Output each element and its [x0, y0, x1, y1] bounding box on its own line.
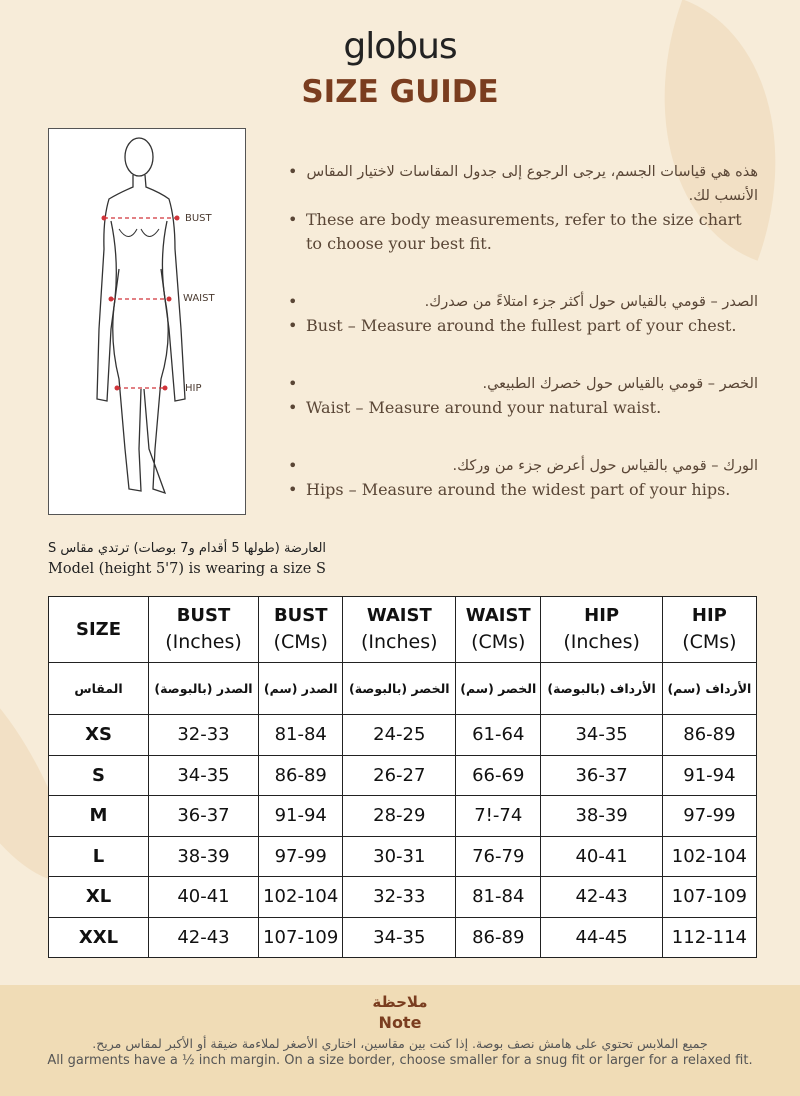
- column-header: [343, 597, 456, 663]
- table-cell: 7!-74: [456, 796, 541, 837]
- table-cell: 24-25: [343, 715, 456, 756]
- table-cell: 61-64: [456, 715, 541, 756]
- table-cell: 81-84: [258, 715, 343, 756]
- table-cell: 81-84: [456, 877, 541, 918]
- bullet-ar: هذه هي قياسات الجسم، يرجى الرجوع إلى جدول المقاسات لاختيار المقاس الأنسب لك.: [306, 164, 758, 204]
- table-cell: 26-27: [343, 755, 456, 796]
- table-cell: 91-94: [662, 755, 756, 796]
- table-cell: 40-41: [149, 877, 259, 918]
- column-header-ar: الصدر (بالبوصة): [149, 663, 259, 715]
- header-unit: (CMs): [682, 631, 737, 653]
- table-cell: 112-114: [662, 917, 756, 958]
- bullet-en: These are body measurements, refer to the size chart to choose your best fit.: [306, 210, 742, 253]
- table-cell: XXL: [49, 917, 149, 958]
- table-cell: 32-33: [343, 877, 456, 918]
- header-unit: (Inches): [361, 631, 438, 653]
- table-cell: L: [49, 836, 149, 877]
- waist-label: WAIST: [183, 293, 215, 304]
- table-cell: 66-69: [456, 755, 541, 796]
- table-cell: 107-109: [662, 877, 756, 918]
- body-measurement-figure: [48, 128, 246, 515]
- note-text-ar: جميع الملابس تحتوي على هامش نصف بوصة. إذا كنت بين مقاسين، اختاري الأصغر لملاءمة ضيقة أو الأكبر لمقاس مريح.: [92, 1036, 708, 1051]
- table-cell: 32-33: [149, 715, 259, 756]
- note-title-en: Note: [378, 1013, 422, 1032]
- bullet-ar: الخصر – قومي بالقياس حول خصرك الطبيعي.: [482, 376, 758, 392]
- arabic-header-row: [49, 663, 757, 715]
- table-cell: S: [49, 755, 149, 796]
- bullet-en: Bust – Measure around the fullest part of your chest.: [306, 316, 737, 335]
- header-unit: (Inches): [165, 631, 242, 653]
- header-label: BUST: [273, 605, 328, 626]
- measurement-instructions: • هذه هي قياسات الجسم، يرجى الرجوع إلى جدول المقاسات لاختيار المقاس الأنسب لك. • These are body measurements, refer to the size chart to choose your best fit. • الصدر – قومي بالقياس حول أكثر جزء امتلاءً من صدرك. • Bust – Measure around the fullest part of your chest. • الخصر – قومي بالقياس حول خصرك الطبيعي. • Waist – Measure around your natural waist. • الورك – قومي بالقياس حول أعرض جزء من وركك. • Hips – Measure around the widest part of your hips.: [288, 160, 758, 536]
- table-row: [49, 877, 757, 918]
- table-cell: 86-89: [662, 715, 756, 756]
- note-section: [0, 985, 800, 1096]
- table-cell: 102-104: [258, 877, 343, 918]
- table-row: [49, 836, 757, 877]
- table-cell: 36-37: [541, 755, 662, 796]
- header-label: WAIST: [366, 605, 432, 626]
- table-row: [49, 715, 757, 756]
- header-label: BUST: [176, 605, 231, 626]
- table-cell: 38-39: [541, 796, 662, 837]
- header-label: SIZE: [75, 618, 121, 640]
- page-title: SIZE GUIDE: [301, 74, 499, 110]
- model-info-ar: العارضة (طولها 5 أقدام و7 بوصات) ترتدي مقاس S: [48, 541, 327, 556]
- table-cell: 76-79: [456, 836, 541, 877]
- column-header-ar: الأرداف (بالبوصة): [541, 663, 662, 715]
- header-label: HIP: [584, 605, 620, 626]
- column-header: [49, 597, 149, 663]
- column-header: [258, 597, 343, 663]
- note-title-ar: ملاحظة: [372, 993, 428, 1011]
- table-cell: 34-35: [149, 755, 259, 796]
- bust-label: BUST: [185, 213, 212, 224]
- table-cell: 40-41: [541, 836, 662, 877]
- table-cell: 102-104: [662, 836, 756, 877]
- table-cell: 107-109: [258, 917, 343, 958]
- table-cell: 36-37: [149, 796, 259, 837]
- table-cell: 34-35: [343, 917, 456, 958]
- table-cell: 28-29: [343, 796, 456, 837]
- note-text-en: All garments have a ½ inch margin. On a size border, choose smaller for a snug fit or larger for a relaxed fit.: [47, 1053, 753, 1068]
- table-cell: 86-89: [258, 755, 343, 796]
- bullet-ar: الورك – قومي بالقياس حول أعرض جزء من وركك.: [452, 458, 758, 474]
- header-unit: (CMs): [471, 631, 526, 653]
- bullet-en: Hips – Measure around the widest part of your hips.: [306, 480, 731, 499]
- table-row: [49, 917, 757, 958]
- column-header-ar: المقاس: [49, 663, 149, 715]
- column-header: [541, 597, 662, 663]
- table-cell: 30-31: [343, 836, 456, 877]
- table-cell: 97-99: [662, 796, 756, 837]
- table-cell: M: [49, 796, 149, 837]
- table-cell: XS: [49, 715, 149, 756]
- brand-logo: globus: [343, 26, 457, 67]
- table-cell: 91-94: [258, 796, 343, 837]
- hip-label: HIP: [185, 383, 202, 394]
- header-unit: (Inches): [563, 631, 640, 653]
- header-unit: (CMs): [273, 631, 328, 653]
- table-cell: 97-99: [258, 836, 343, 877]
- column-header-ar: الصدر (سم): [258, 663, 343, 715]
- column-header-ar: الخصر (سم): [456, 663, 541, 715]
- table-cell: 34-35: [541, 715, 662, 756]
- bullet-ar: الصدر – قومي بالقياس حول أكثر جزء امتلاءً من صدرك.: [424, 294, 758, 310]
- table-cell: 42-43: [541, 877, 662, 918]
- size-chart-table: [48, 596, 757, 958]
- table-row: [49, 755, 757, 796]
- bullet-en: Waist – Measure around your natural waist.: [306, 398, 662, 417]
- table-cell: 38-39: [149, 836, 259, 877]
- column-header: [149, 597, 259, 663]
- table-cell: 42-43: [149, 917, 259, 958]
- table-row: [49, 796, 757, 837]
- table-cell: XL: [49, 877, 149, 918]
- header-label: HIP: [691, 605, 727, 626]
- table-cell: 86-89: [456, 917, 541, 958]
- column-header: [662, 597, 756, 663]
- table-cell: 44-45: [541, 917, 662, 958]
- column-header-ar: الخصر (بالبوصة): [343, 663, 456, 715]
- model-info-en: Model (height 5'7) is wearing a size S: [48, 561, 326, 577]
- model-info: [48, 538, 326, 580]
- header-label: WAIST: [465, 605, 531, 626]
- column-header: [456, 597, 541, 663]
- column-header-ar: الأرداف (سم): [662, 663, 756, 715]
- header-row: [49, 597, 757, 663]
